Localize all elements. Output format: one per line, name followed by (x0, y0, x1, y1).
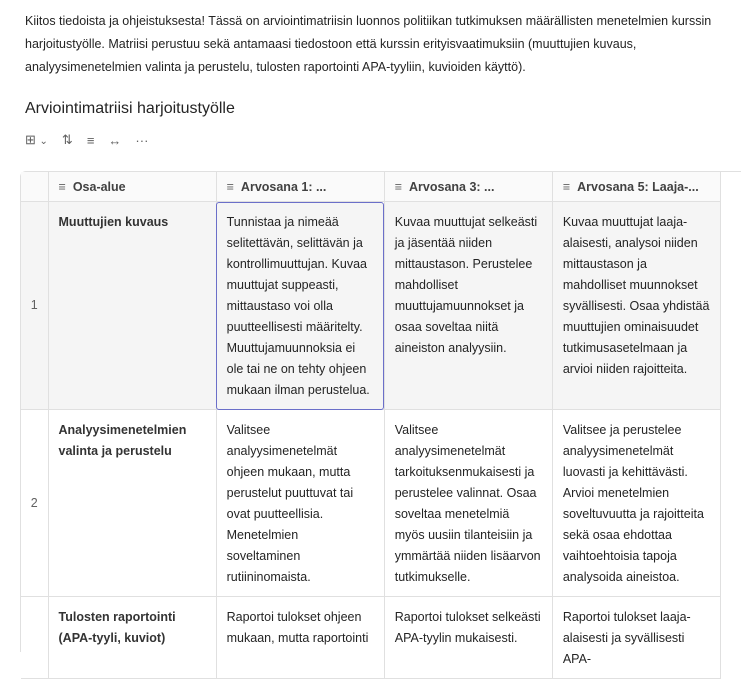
column-header[interactable]: ≡ Arvosana 1: ... (216, 172, 384, 202)
column-header[interactable]: ≡ Arvosana 3: ... (384, 172, 552, 202)
column-header[interactable]: ≡ Arvosana 5: Laaja-... (552, 172, 720, 202)
table-cell[interactable]: Kuvaa muuttujat laaja-alaisesti, analysoi niiden mittaustason ja mahdolliset muunnokset syvällisesti. Osaa yhdistää muuttujien ominaisuudet tutkimusasetelmaan ja arvioi niiden rajoitteita. (552, 202, 720, 410)
table-cell[interactable]: Valitsee analyysimenetelmät ohjeen mukaan, mutta perustelut puuttuvat tai ovat puutteellisia. Menetelmien soveltaminen rutiininomaista. (216, 410, 384, 597)
row-number: 1 (21, 202, 48, 410)
table-row (21, 202, 721, 410)
text-column-icon: ≡ (58, 179, 66, 194)
text-column-icon: ≡ (226, 179, 234, 194)
row-number (21, 597, 48, 679)
table-cell[interactable]: Valitsee ja perustelee analyysimenetelmät luovasti ja kehittävästi. Arvioi menetelmien soveltuvuutta ja rajoitteita sekä osaa ehdottaa vaihtoehtoisia tapoja analysoida aineistoa. (552, 410, 720, 597)
column-header[interactable]: ≡ Osa-alue (48, 172, 216, 202)
table-row (21, 597, 721, 679)
table-icon: ⊞ (25, 132, 36, 147)
table-title: Arviointimatriisi harjoitustyölle (25, 100, 235, 117)
table-cell[interactable]: Valitsee analyysimenetelmät tarkoituksenmukaisesti ja perustelee valinnat. Osaa soveltaa menetelmiä myös uusiin tilanteisiin ja ymmärtää niiden lisäarvon tutkimukselle. (384, 410, 552, 597)
table-cell[interactable]: Raportoi tulokset selkeästi APA-tyylin mukaisesti. (384, 597, 552, 679)
more-options-icon[interactable]: ··· (135, 132, 149, 148)
table-cell-selected[interactable]: Tunnistaa ja nimeää selitettävän, selittävän ja kontrollimuuttujan. Kuvaa muuttujat suppeasti, mittaustaso voi olla puutteellisesti määritelty. Muuttujamuunnoksia ei ole tai ne on tehty ohjeen mukaan ilman perustelua. (216, 202, 384, 410)
text-column-icon: ≡ (394, 179, 403, 194)
column-width-icon[interactable]: ↔ (108, 132, 122, 148)
table-cell[interactable]: Raportoi tulokset laaja-alaisesti ja syvällisesti APA- (552, 597, 720, 679)
chevron-down-icon: ⌄ (39, 136, 48, 147)
table-cell[interactable]: Tulosten raportointi (APA-tyyli, kuviot) (48, 597, 216, 679)
table-toolbar (25, 132, 148, 148)
rubric-table (20, 171, 741, 666)
row-number: 2 (21, 410, 48, 597)
table-cell[interactable]: Muuttujien kuvaus (48, 202, 216, 410)
text-column-icon: ≡ (562, 179, 571, 194)
table-row (21, 410, 721, 597)
table-cell[interactable]: Kuvaa muuttujat selkeästi ja jäsentää niiden mittaustason. Perustelee mahdolliset muuttujamuunnokset ja osaa soveltaa niitä aineiston analyysiin. (384, 202, 552, 410)
filter-icon[interactable]: ≡ (86, 132, 95, 148)
table-cell[interactable]: Analyysimenetelmien valinta ja perustelu (48, 410, 216, 597)
sort-icon[interactable]: ⇅ (61, 132, 73, 147)
table-view-button[interactable] (25, 132, 48, 148)
table-cell[interactable]: Raportoi tulokset ohjeen mukaan, mutta raportointi (216, 597, 384, 679)
row-number-header (21, 172, 48, 202)
header-row (21, 172, 721, 202)
intro-text: Kiitos tiedoista ja ohjeistuksesta! Tässä on arviointimatriisin luonnos politiikan tutkimuksen määrällisten menetelmien kurssin harjoitustyölle. Matriisi perustuu sekä antamaasi tiedostoon että kurssin erityisvaatimuksiin (muuttujien kuvaus, analyysimenetelmien valinta ja perustelu, tulosten raportointi APA-tyyliin, kuvioiden käyttö). (25, 14, 712, 74)
